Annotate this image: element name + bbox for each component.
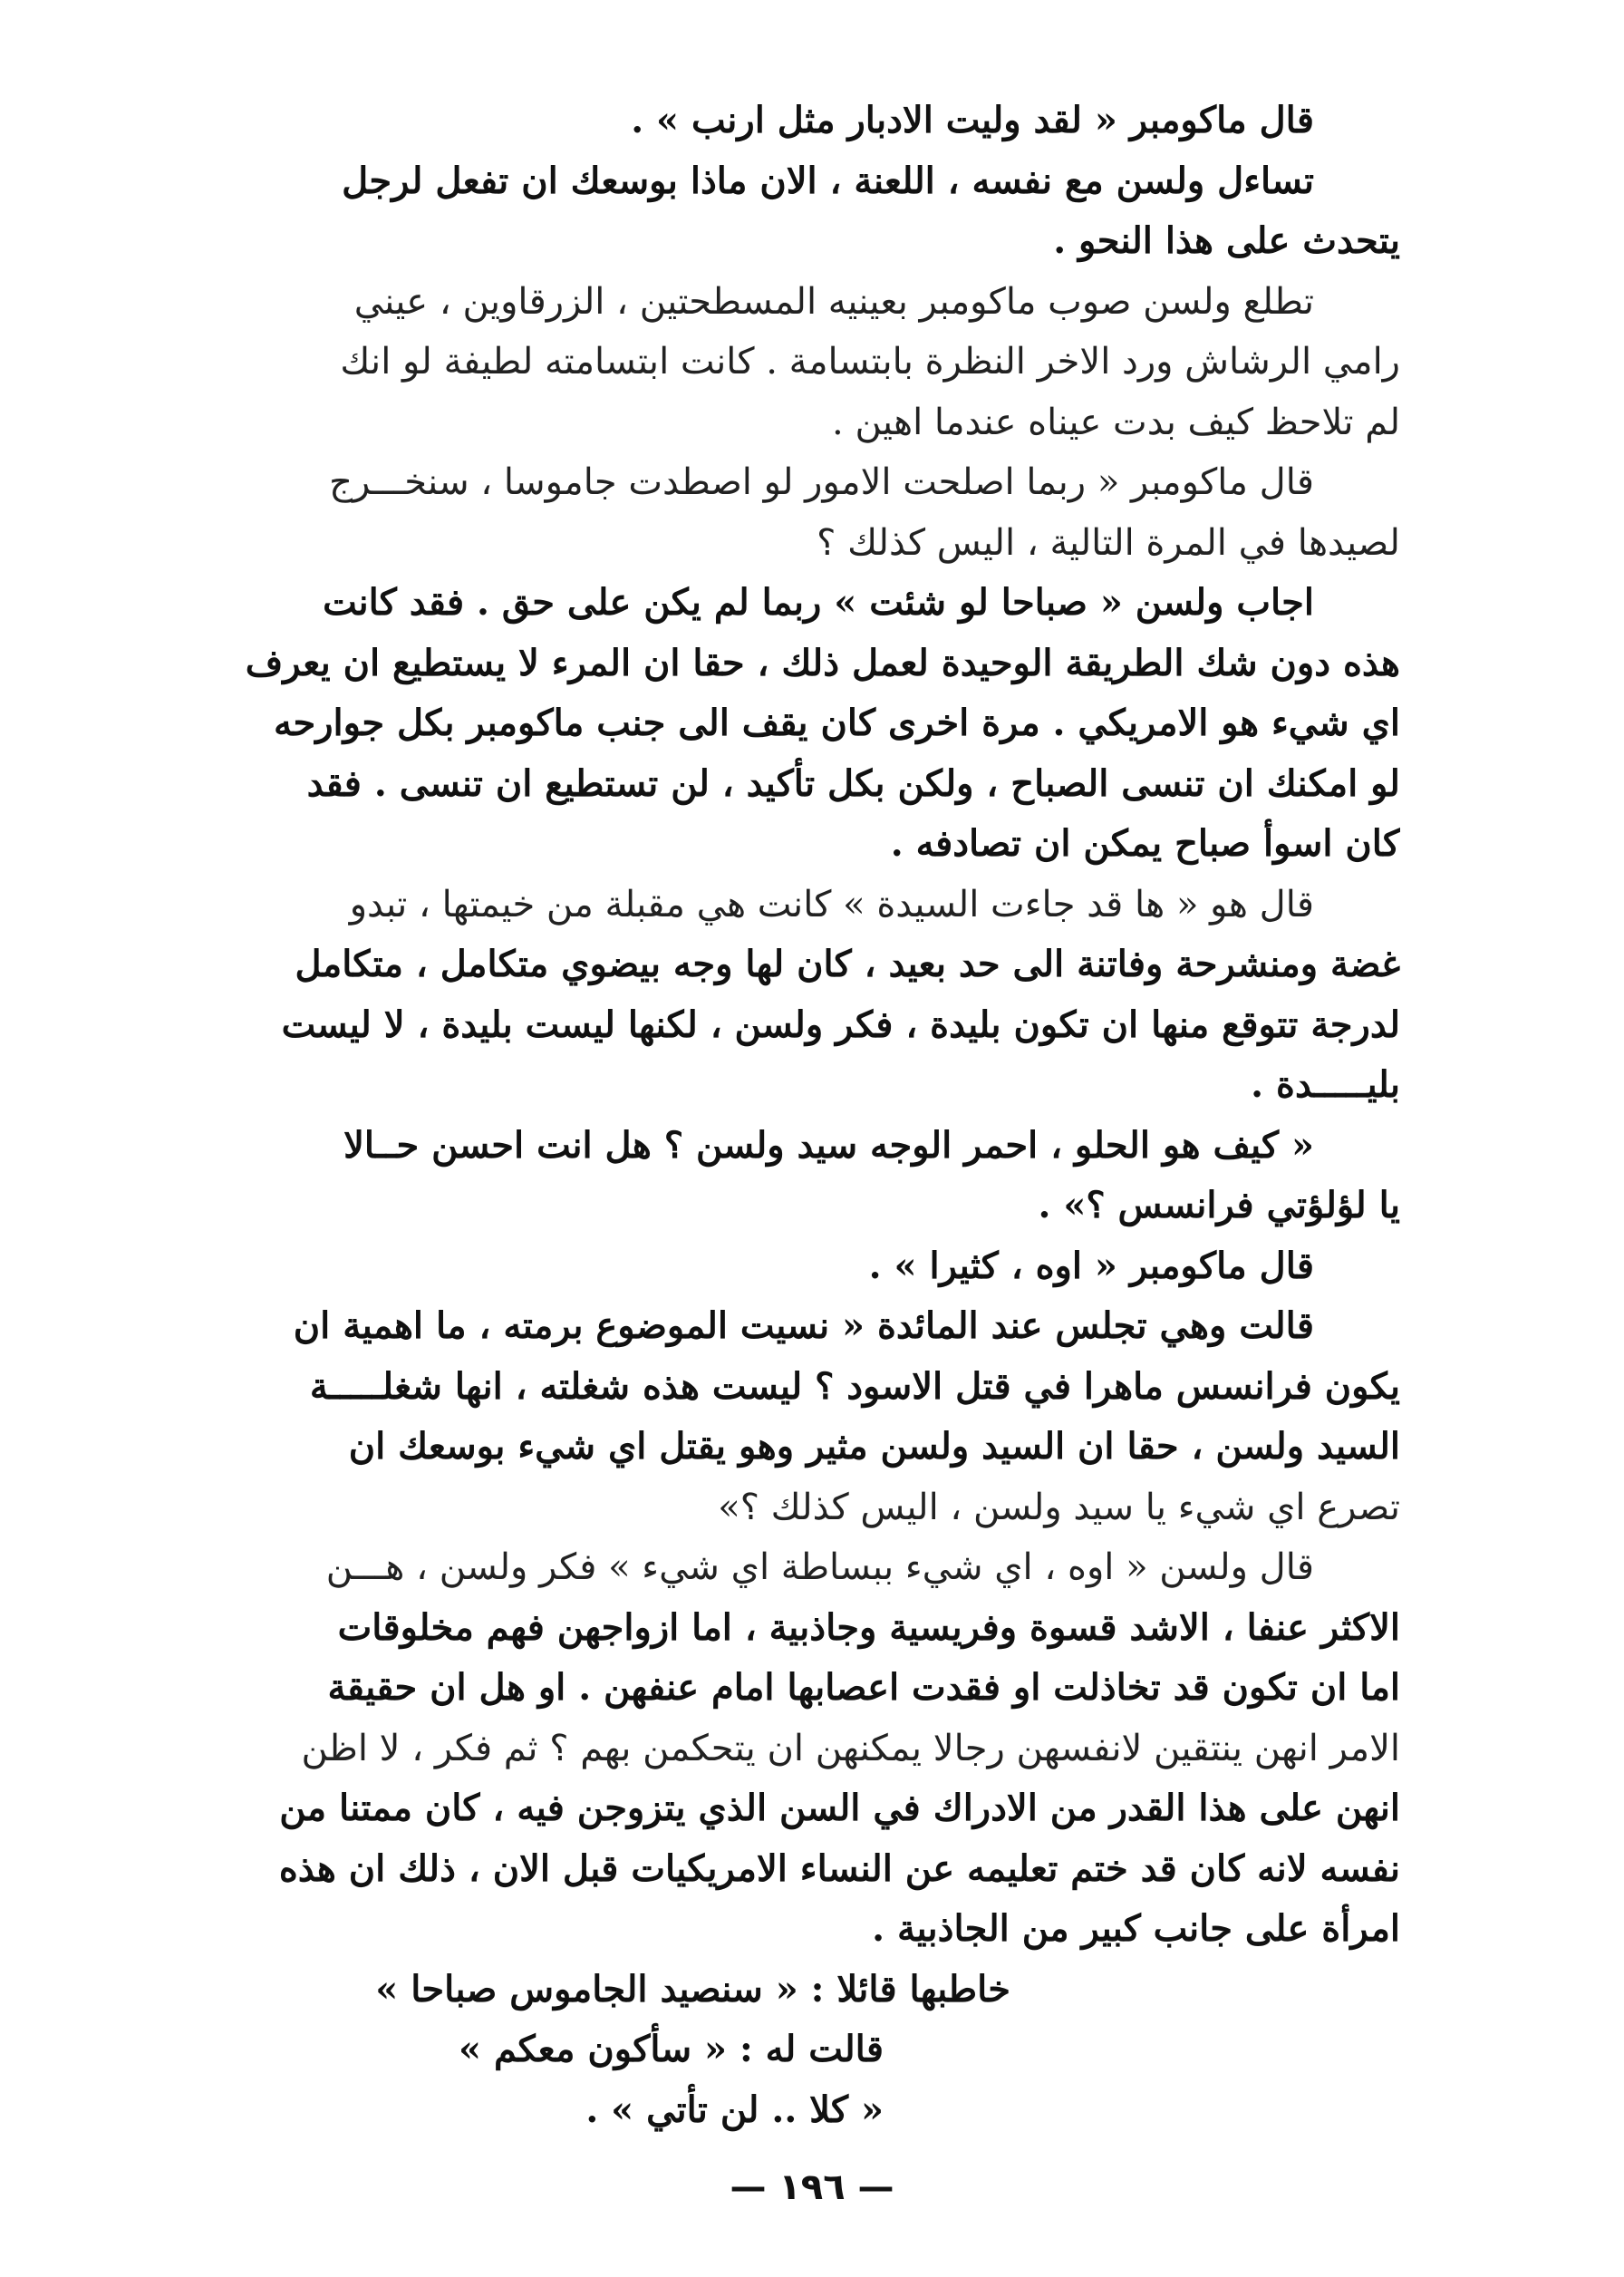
text-line: « كلا .. لن تأتي » . xyxy=(585,2088,884,2131)
text-line: قالت وهي تجلس عند المائدة « نسيت الموضوع برمته ، ما اهمية ان xyxy=(293,1304,1314,1347)
text-line: قال ماكومبر « لقد وليت الادبار مثل ارنب » . xyxy=(631,99,1314,141)
text-line: السيد ولسن ، حقا ان السيد ولسن مثير وهو يقتل اي شيء بوسعك ان xyxy=(348,1425,1400,1468)
text-line: بليـــــدة . xyxy=(1251,1063,1400,1106)
body-text xyxy=(218,91,1400,2140)
text-line: قال ماكومبر « اوه ، كثيرا » . xyxy=(868,1244,1314,1287)
text-line: كان اسوأ صباح يمكن ان تصادفه . xyxy=(890,822,1400,865)
text-line: الاكثر عنفا ، الاشد قسوة وفريسية وجاذبية ، اما ازواجهن فهم مخلوقات xyxy=(337,1605,1400,1649)
text-line: اما ان تكون قد تخاذلت او فقدت اعصابها امام عنفهن . او هل ان حقيقة xyxy=(327,1666,1400,1709)
text-line: قالت له : « سأكون معكم » xyxy=(459,2028,884,2070)
text-line: قال ماكومبر « ربما اصلحت الامور لو اصطدت جاموسا ، سنخـــرج xyxy=(329,461,1314,503)
text-line: لصيدها في المرة التالية ، اليس كذلك ؟ xyxy=(817,521,1400,564)
text-line: تساءل ولسن مع نفسه ، اللعنة ، الان ماذا بوسعك ان تفعل لرجل xyxy=(342,159,1314,202)
text-line: لدرجة تتوقع منها ان تكون بليدة ، فكر ولسن ، لكنها ليست بليدة ، لا ليست xyxy=(281,1003,1400,1046)
text-line: هذه دون شك الطريقة الوحيدة لعمل ذلك ، حقا ان المرء لا يستطيع ان يعرف xyxy=(245,641,1400,684)
text-line: نفسه لانه كان قد ختم تعليمه عن النساء الامريكيات قبل الان ، ذلك ان هذه xyxy=(278,1846,1400,1890)
text-line: يكون فرانسس ماهرا في قتل الاسود ؟ ليست هذه شغلته ، انها شغلـــــة xyxy=(309,1364,1400,1408)
text-line: تطلع ولسن صوب ماكومبر بعينيه المسطحتين ، الزرقاوين ، عيني xyxy=(353,280,1314,323)
text-line: يتحدث على هذا النحو . xyxy=(1053,219,1400,262)
text-line: لو امكنك ان تنسى الصباح ، ولكن بكل تأكيد ، لن تستطيع ان تنسى . فقد xyxy=(306,761,1400,805)
text-line: اي شيء هو الامريكي . مرة اخرى كان يقف الى جنب ماكومبر بكل جوارحه xyxy=(274,702,1400,744)
text-line: قال ولسن « اوه ، اي شيء ببساطة اي شيء » فكر ولسن ، هـــن xyxy=(325,1546,1314,1588)
text-line: الامر انهن ينتقين لانفسهن رجالا يمكنهن ان يتحكمن بهم ؟ ثم فكر ، لا اظن xyxy=(301,1727,1400,1769)
text-line: اجاب ولسن « صباحا لو شئت » ربما لم يكن على حق . فقد كانت xyxy=(323,581,1314,624)
text-line: انهن على هذا القدر من الادراك في السن الذي يتزوجن فيه ، كان ممتنا من xyxy=(279,1787,1400,1829)
text-line: رامي الرشاش ورد الاخر النظرة بابتسامة . كانت ابتسامته لطيفة لو انك xyxy=(340,341,1400,383)
text-line: لم تلاحظ كيف بدت عيناه عندما اهين . xyxy=(832,401,1400,443)
text-line: تصرع اي شيء يا سيد ولسن ، اليس كذلك ؟» xyxy=(718,1486,1400,1528)
text-line: قال هو « ها قد جاءت السيدة » كانت هي مقبلة من خيمتها ، تبدو xyxy=(349,883,1314,925)
text-line: امرأة على جانب كبير من الجاذبية . xyxy=(872,1907,1400,1950)
text-line: « كيف هو الحلو ، احمر الوجه سيد ولسن ؟ هل انت احسن حــالا xyxy=(343,1123,1314,1167)
text-line: يا لؤلؤتي فرانسس ؟» . xyxy=(1038,1184,1400,1226)
text-line: غضة ومنشرحة وفاتنة الى حد بعيد ، كان لها وجه بيضوي متكامل ، متكامل xyxy=(295,943,1400,985)
text-line: خاطبها قائلا : « سنصيد الجاموس صباحا » xyxy=(375,1967,1010,2011)
page-number: — ١٩٦ — xyxy=(730,2166,894,2208)
